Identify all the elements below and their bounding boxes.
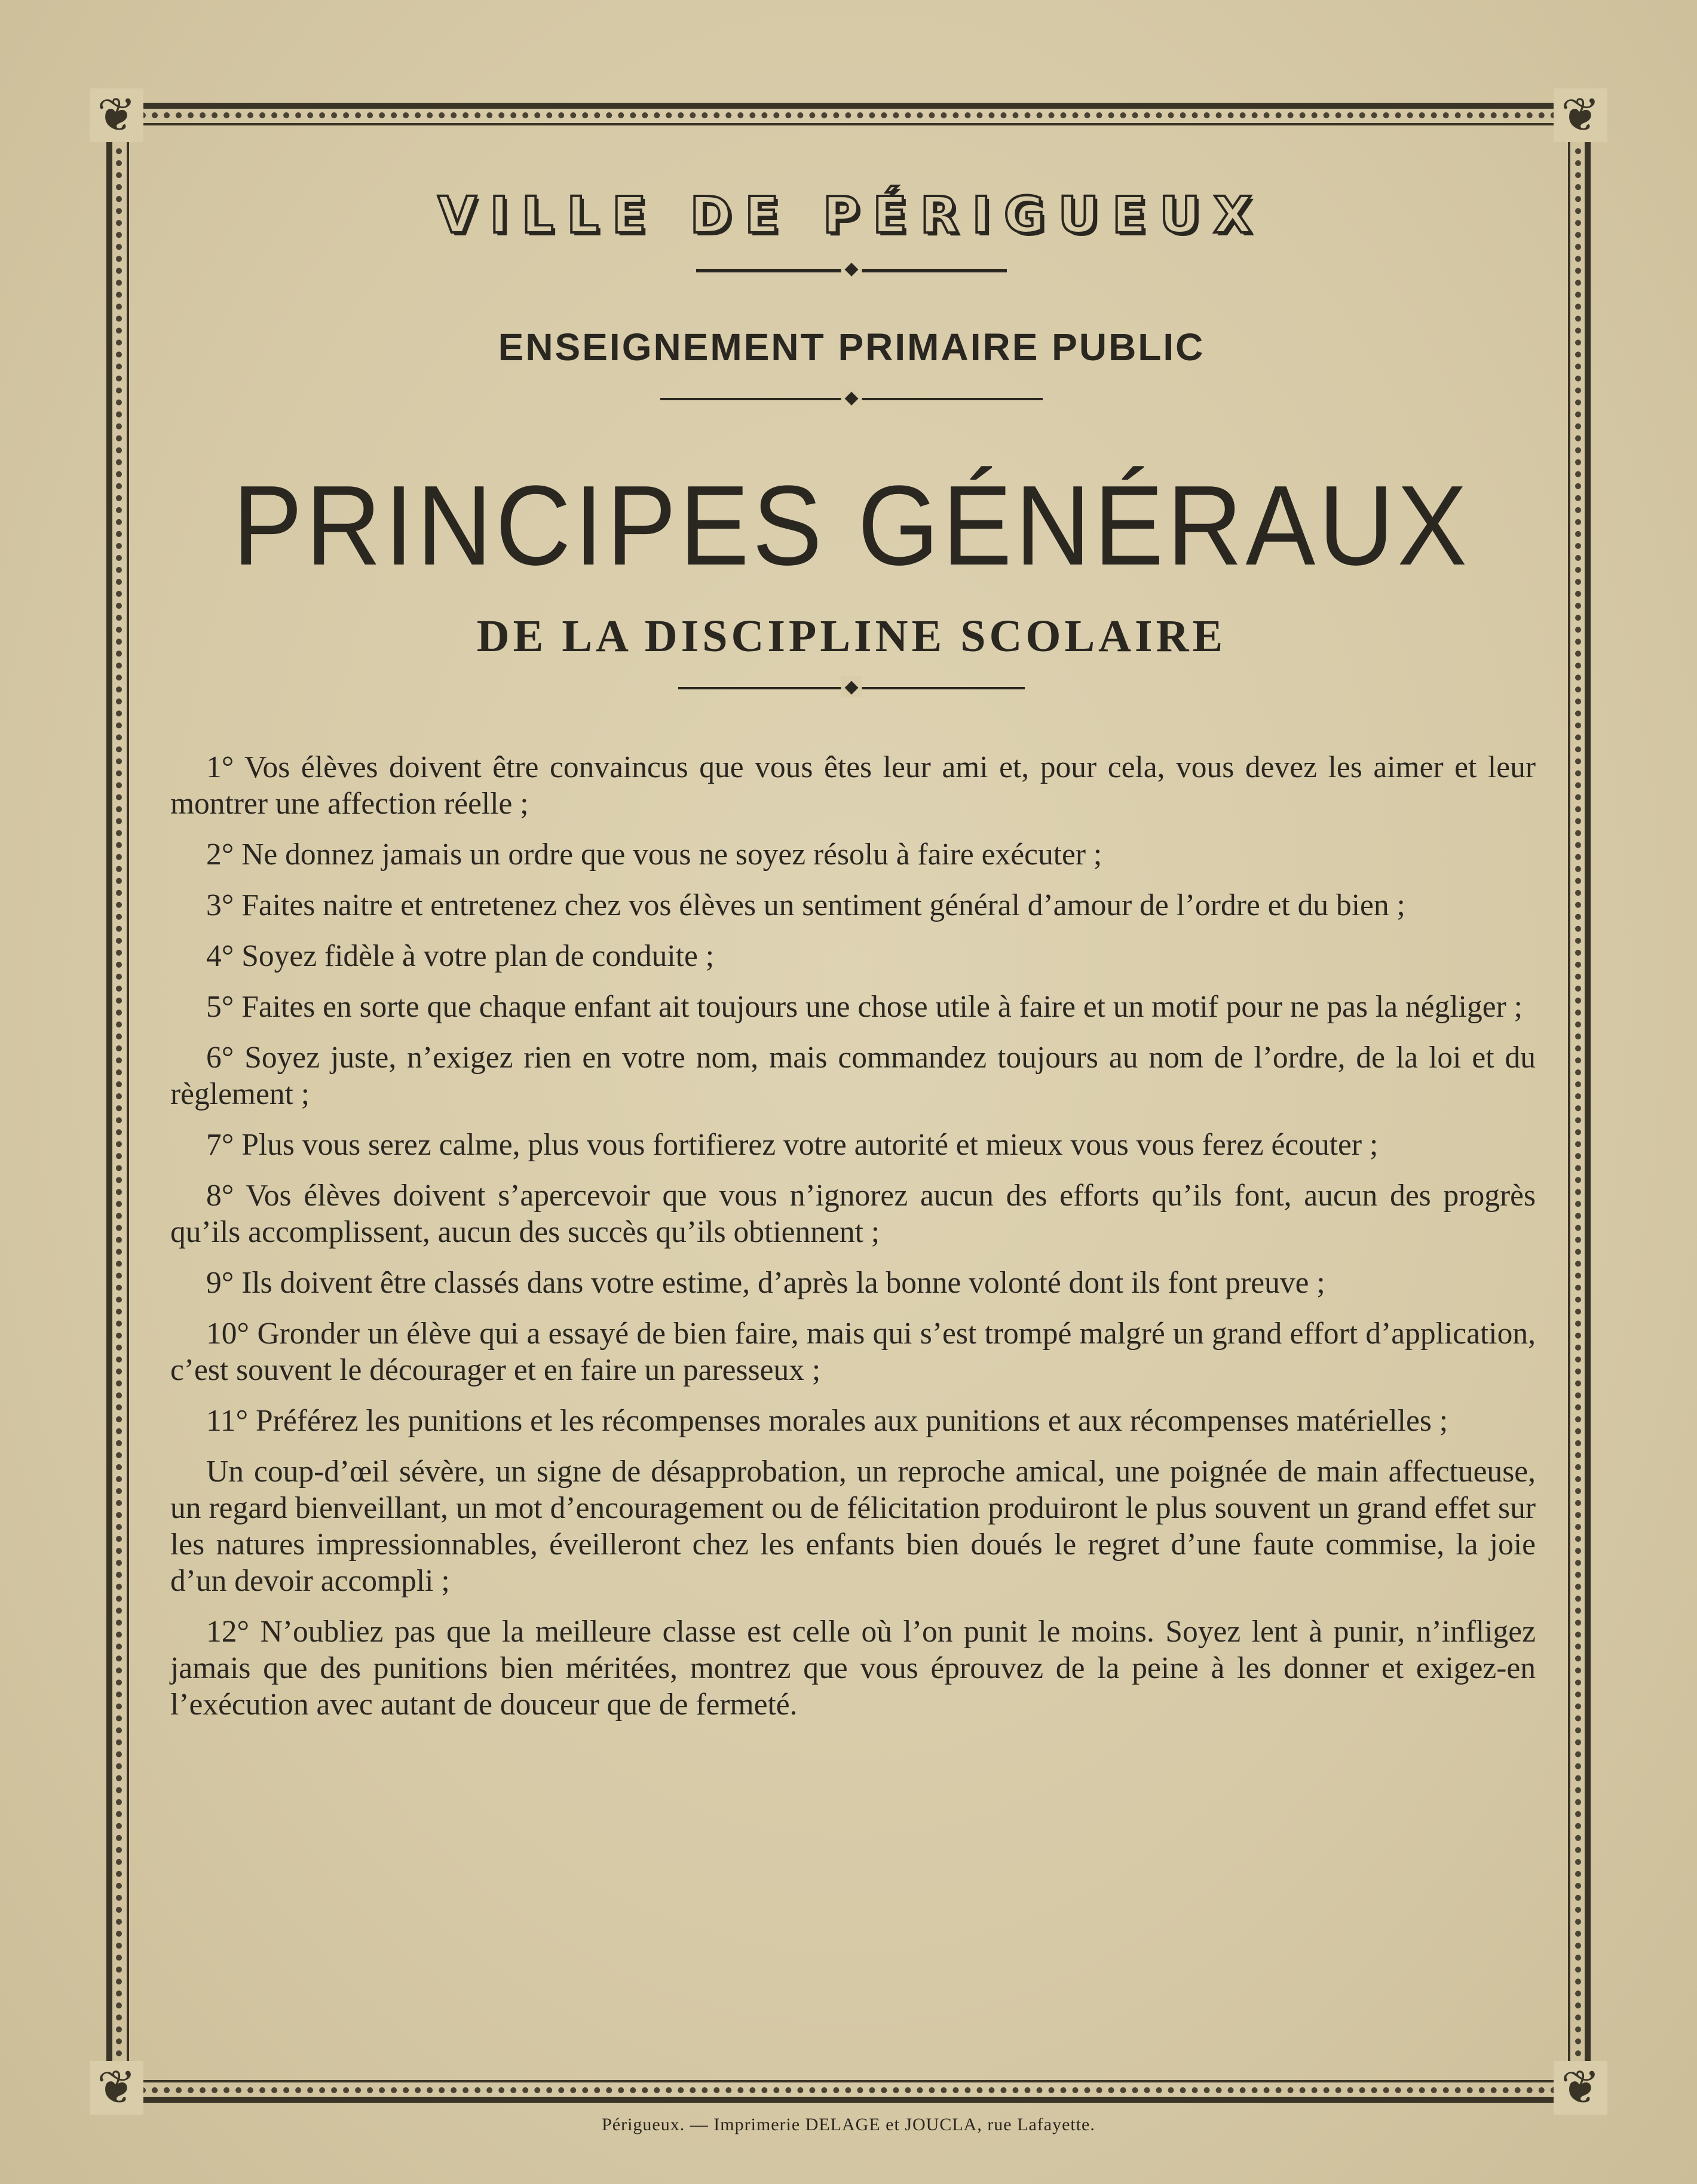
main-content [167,173,1536,1737]
rule-item: 9° Ils doivent être classés dans votre estime, d’après la bonne volonté dont ils font preuve ; [206,1266,1325,1300]
city-heading: VILLE DE PÉRIGUEUX [437,186,1266,244]
rule-item: 2° Ne donnez jamais un ordre que vous ne soyez résolu à faire exécuter ; [206,838,1102,872]
rule-item: 1° Vos élèves doivent être convaincus que vous êtes leur ami et, pour cela, vous devez les aimer et leur montrer une affection réelle ; [170,750,1536,821]
rule-item: 12° N’oubliez pas que la meilleure classe est celle où l’on punit le moins. Soyez lent à punir, n’infligez jamais que des punitions bien méritées, montrez que vous éprouvez de la peine à les donner et exigez-en l’exécution avec autant de douceur que de fermeté. [170,1615,1536,1722]
divider-rule [660,398,1043,400]
page-title: PRINCIPES GÉNÉRAUX [232,462,1471,589]
page-subtitle: DE LA DISCIPLINE SCOLAIRE [476,611,1227,661]
rule-item: 6° Soyez juste, n’exigez rien en votre nom, mais commandez toujours au nom de l’ordre, de la loi et du règlement ; [170,1041,1536,1111]
rule-item: 3° Faites naitre et entretenez chez vos élèves un sentiment général d’amour de l’ordre et du bien ; [206,888,1405,922]
rule-item: 5° Faites en sorte que chaque enfant ait toujours une chose utile à faire et un motif pour ne pas la négliger ; [206,990,1523,1024]
rule-item: 11° Préférez les punitions et les récompenses morales aux punitions et aux récompenses matérielles ; [206,1404,1448,1438]
subtitle: ENSEIGNEMENT PRIMAIRE PUBLIC [498,326,1205,369]
printer-imprint: Périgueux. — Imprimerie DELAGE et JOUCLA, rue Lafayette. [602,2115,1095,2134]
corner-ornament-icon: ❦ [1554,88,1607,142]
rule-item: 10° Gronder un élève qui a essayé de bien faire, mais qui s’est trompé malgré un grand effort d’application, c’est souvent le décourager et en faire un paresseux ; [170,1317,1536,1387]
rule-item: 8° Vos élèves doivent s’apercevoir que vous n’ignorez aucun des efforts qu’ils font, aucun des progrès qu’ils accomplissent, aucun des succès qu’ils obtiennent ; [170,1179,1536,1249]
rules-list [167,749,1536,1723]
corner-ornament-icon: ❦ [90,88,143,142]
rule-item: Un coup-d’œil sévère, un signe de désapprobation, un reproche amical, une poignée de main affectueuse, un regard bienveillant, un mot d’encouragement ou de félicitation produiront le plus souvent un grand effet sur les natures impressionnables, éveilleront chez les enfants bien doués le regret d’une faute commise, la joie d’un devoir accompli ; [170,1455,1536,1598]
divider-rule [678,687,1025,689]
divider-rule [696,269,1007,272]
rule-item: 7° Plus vous serez calme, plus vous fortifierez votre autorité et mieux vous vous ferez écouter ; [206,1128,1379,1162]
rule-item: 4° Soyez fidèle à votre plan de conduite ; [206,939,715,973]
corner-ornament-icon: ❦ [90,2061,143,2115]
corner-ornament-icon: ❦ [1554,2061,1607,2115]
